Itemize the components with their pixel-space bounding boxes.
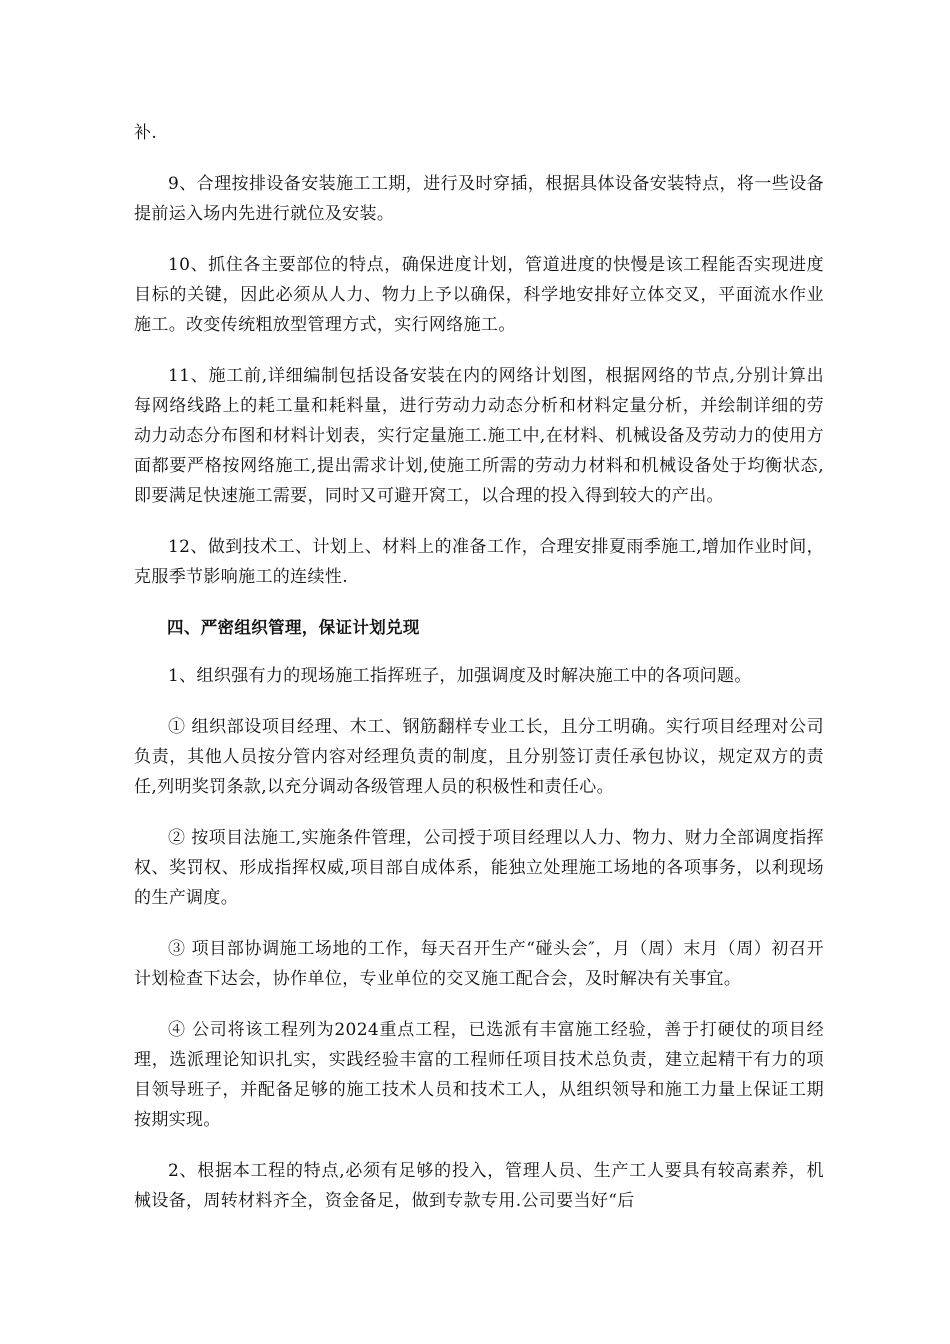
- paragraph-item-1: 1、组织强有力的现场施工指挥班子，加强调度及时解决施工中的各项问题。: [168, 666, 752, 686]
- paragraph-item-2: 2、根据本工程的特点,必须有足够的投入，管理人员、生产工人要具有较高素养，机械设备，周转材料齐全，资金备足，做到专款专用.公司要当好“后: [134, 1161, 824, 1211]
- paragraph-item-12: 12、做到技术工、计划上、材料上的准备工作，合理安排夏雨季施工,增加作业时间，克服季节影响施工的连续性.: [134, 537, 824, 587]
- paragraph-continuation: 补.: [134, 123, 158, 143]
- paragraph-item-10: 10、抓住各主要部位的特点，确保进度计划，管道进度的快慢是该工程能否实现进度目标的关键，因此必须从人力、物力上予以确保，科学地安排好立体交叉，平面流水作业施工。改变传统粗放型管理方式，实行网络施工。: [134, 255, 824, 335]
- paragraph-subitem-2: ② 按项目法施工,实施条件管理，公司授于项目经理以人力、物力、财力全部调度指挥权、奖罚权、形成指挥权威,项目部自成体系，能独立处理施工场地的各项事务，以利现场的生产调度。: [134, 828, 824, 908]
- paragraph-subitem-3: ③ 项目部协调施工场地的工作，每天召开生产“碰头会″，月（周）末月（周）初召开计划检查下达会，协作单位，专业单位的交叉施工配合会，及时解决有关事宜。: [134, 939, 824, 989]
- paragraph-item-11: 11、施工前,详细编制包括设备安装在内的网络计划图，根据网络的节点,分别计算出每网络线路上的耗工量和耗料量，进行劳动力动态分析和材料定量分析，并绘制详细的劳动力动态分布图和材料计划表，实行定量施工.施工中,在材料、机械设备及劳动力的使用方面都要严格按网络施工,提出需求计划,使施工所需的劳动力材料和机械设备处于均衡状态,即要满足快速施工需要，同时又可避开窝工，以合理的投入得到较大的产出。: [134, 366, 824, 506]
- paragraph-item-9: 9、合理按排设备安装施工工期，进行及时穿插，根据具体设备安装特点，将一些设备提前运入场内先进行就位及安装。: [134, 174, 824, 224]
- section-heading: 四、严密组织管理，保证计划兑现: [167, 618, 420, 637]
- paragraph-subitem-1: ① 组织部设项目经理、木工、钢筋翻样专业工长，且分工明确。实行项目经理对公司负责，其他人员按分管内容对经理负责的制度，且分别签订责任承包协议，规定双方的责任,列明奖罚条款,以充分调动各级管理人员的积极性和责任心。: [134, 717, 824, 797]
- paragraph-subitem-4: ④ 公司将该工程列为2024重点工程，已选派有丰富施工经验，善于打硬仗的项目经理，选派理论知识扎实，实践经验丰富的工程师任项目技术总负责，建立起精干有力的项目领导班子，并配备足够的施工技术人员和技术工人，从组织领导和施工力量上保证工期按期实现。: [134, 1020, 824, 1130]
- document-body: [134, 118, 824, 1237]
